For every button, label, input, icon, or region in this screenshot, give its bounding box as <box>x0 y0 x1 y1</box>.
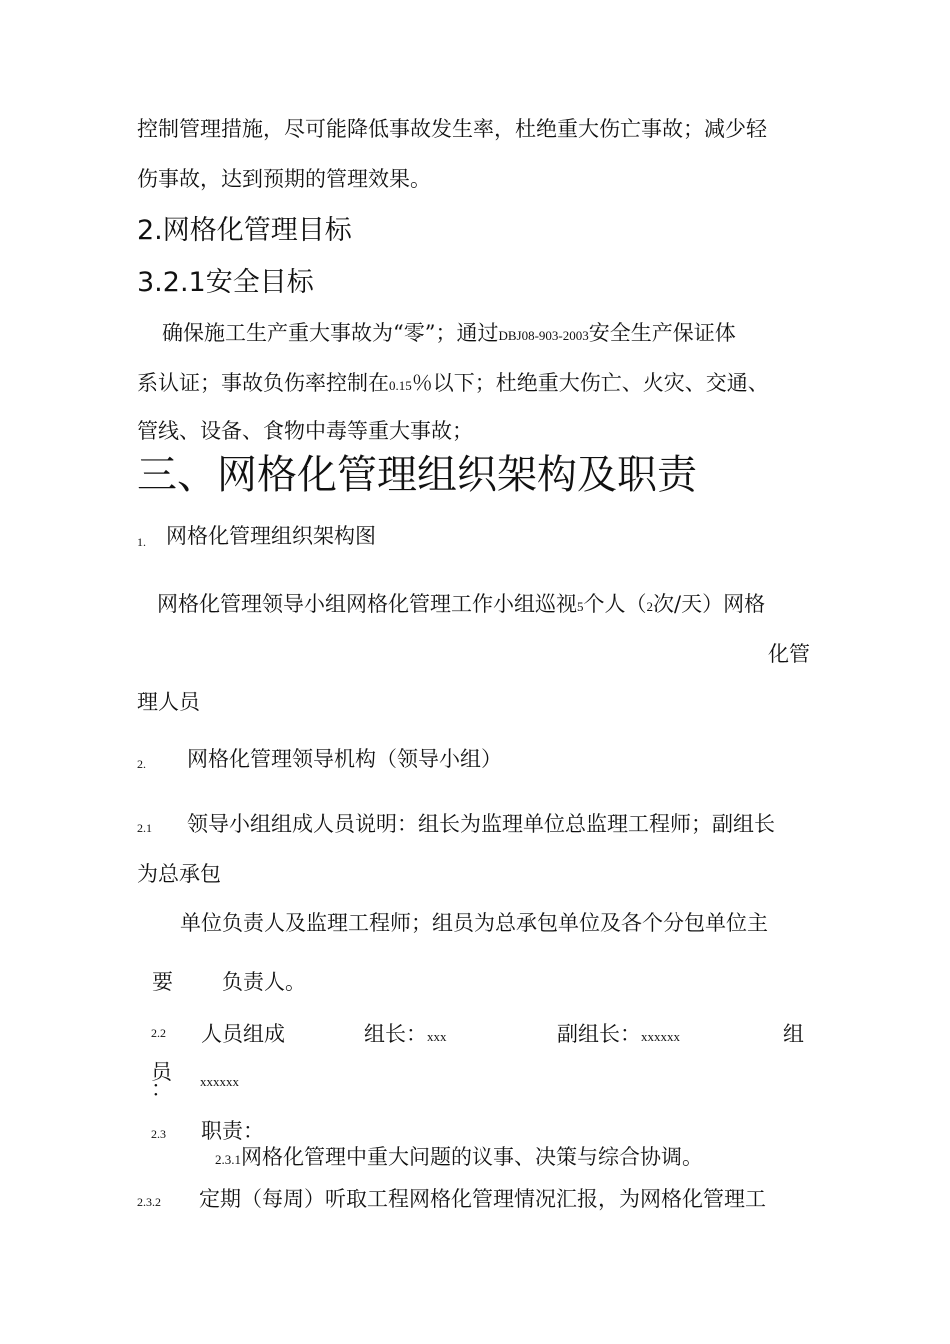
deputy-field <box>557 1024 680 1045</box>
paragraph-text: 安全生产保证体 <box>588 321 736 345</box>
count-value: 5 <box>577 599 584 614</box>
item-title: 职责： <box>201 1119 264 1143</box>
item-text: 网格化管理中重大问题的议事、决策与综合协调。 <box>241 1145 703 1169</box>
item-number: 2.2 <box>151 1026 166 1040</box>
standard-code: DBJ08-903-2003 <box>498 328 589 343</box>
leader-value: xxx <box>427 1029 447 1044</box>
org-chart-line <box>157 594 765 615</box>
paragraph-line <box>137 119 817 140</box>
item-text-line: 领导小组组成人员说明：组长为监理单位总监理工程师；副组长 <box>187 812 775 836</box>
chapter-heading: 三、网格化管理组织架构及职责 <box>137 452 697 498</box>
subsection-heading-safety: 3.2.1安全目标 <box>137 267 314 298</box>
org-chart-text: 化管 <box>768 642 810 666</box>
org-chart-text: 次/天）网格 <box>653 592 766 616</box>
paragraph-text: 控制管理措施，尽可能降低事故发生率，杜绝重大伤亡事故；减少轻 <box>137 117 767 141</box>
item-number: 2. <box>137 757 146 771</box>
item-text-line: 单位负责人及监理工程师；组员为总承包单位及各个分包单位主 <box>180 911 768 935</box>
paragraph-text: 系认证；事故负伤率控制在 <box>137 371 389 395</box>
item-text-fragment: 负责人。 <box>222 970 306 994</box>
section-heading-target: 2.网格化管理目标 <box>137 215 352 246</box>
item-number: 1. <box>137 535 146 549</box>
count-value: 2 <box>646 599 653 614</box>
member-label-part: ： <box>151 1077 172 1101</box>
leader-label: 组长： <box>364 1022 427 1046</box>
paragraph-line <box>162 323 736 344</box>
paragraph-text: 确保施工生产重大事故为“零”；通过 <box>162 321 499 345</box>
deputy-value: xxxxxx <box>641 1029 680 1044</box>
item-number: 2.1 <box>137 821 152 835</box>
paragraph-line <box>137 373 769 394</box>
item-number: 2.3 <box>151 1127 166 1141</box>
org-chart-text: 网格化管理领导小组网格化管理工作小组巡视 <box>157 592 577 616</box>
member-label-part: 员 <box>151 1060 172 1084</box>
item-number: 2.3.1 <box>215 1152 241 1167</box>
rate-value: 0.15 <box>389 378 412 393</box>
member-label-part: 组 <box>783 1022 804 1046</box>
item-title: 网格化管理组织架构图 <box>166 524 376 548</box>
item-text-fragment: 要 <box>152 970 173 994</box>
paragraph-text: 管线、设备、食物中毒等重大事故； <box>137 419 473 443</box>
member-label-stack <box>151 1062 172 1100</box>
deputy-label: 副组长： <box>557 1022 641 1046</box>
item-text-line <box>215 1147 703 1168</box>
item-title: 网格化管理领导机构（领导小组） <box>187 747 502 771</box>
paragraph-text: ％以下；杜绝重大伤亡、火灾、交通、 <box>411 371 769 395</box>
member-value: xxxxxx <box>200 1074 239 1089</box>
item-number: 2.3.2 <box>137 1195 161 1209</box>
paragraph-line <box>137 169 431 190</box>
org-chart-text: 个人（ <box>583 592 647 616</box>
paragraph-line <box>137 421 473 442</box>
personnel-label: 人员组成 <box>201 1022 285 1046</box>
item-text-line: 为总承包 <box>137 862 221 886</box>
item-text-line: 定期（每周）听取工程网格化管理情况汇报，为网格化管理工 <box>199 1187 766 1211</box>
org-chart-text: 理人员 <box>137 690 200 714</box>
leader-field <box>364 1024 447 1045</box>
paragraph-text: 伤事故，达到预期的管理效果。 <box>137 167 431 191</box>
